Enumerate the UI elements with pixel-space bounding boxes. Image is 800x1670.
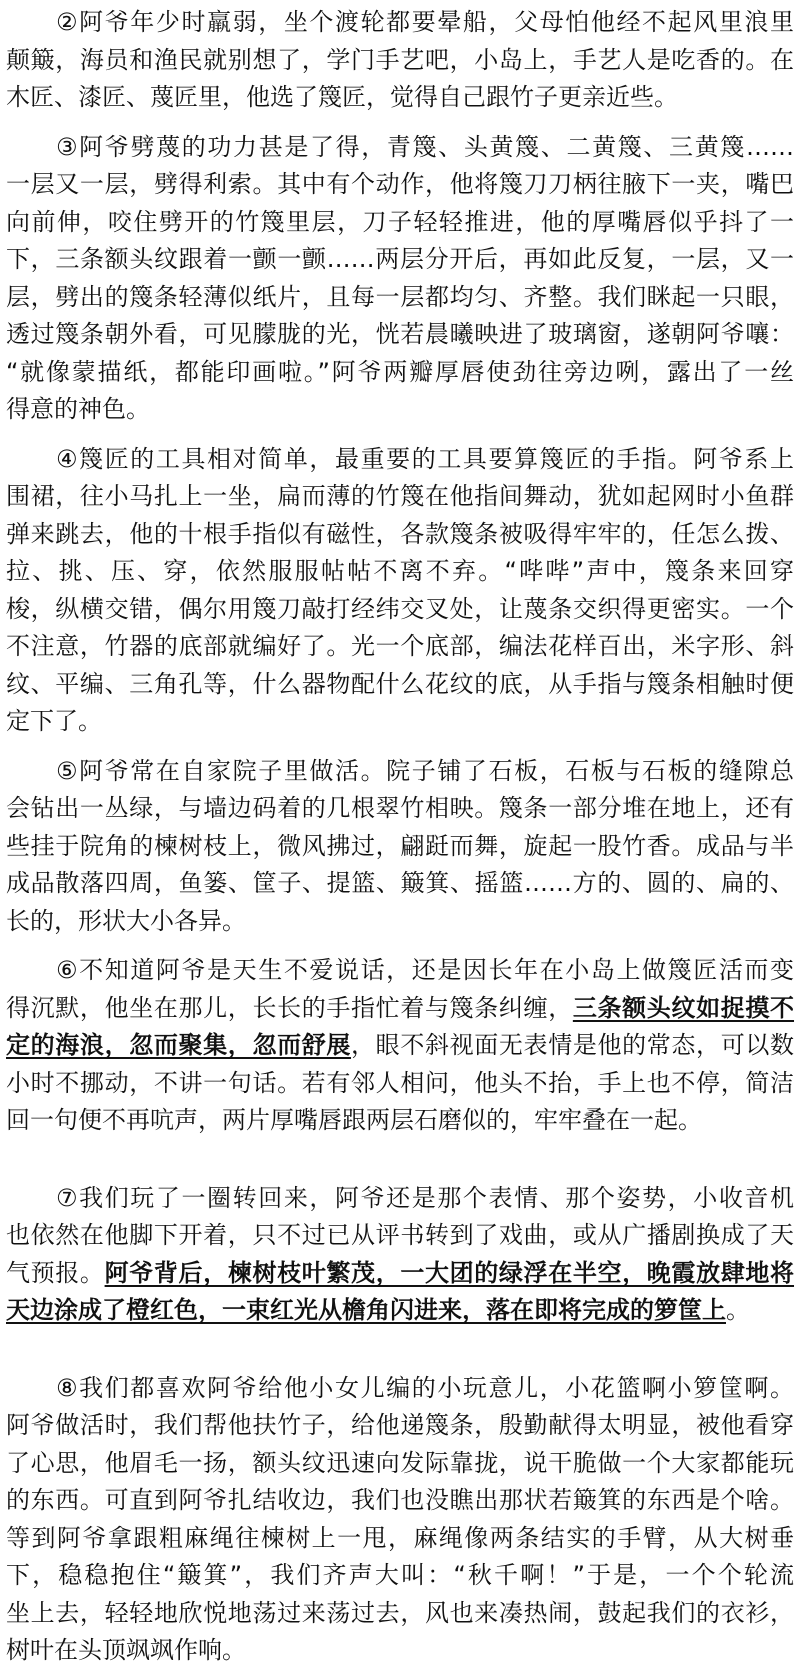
text-segment: 拉、挑、压、穿，依然服服帖帖不离不弃。“哔哔”声中，篾条来回穿	[6, 557, 794, 585]
text-line	[6, 1632, 794, 1670]
text-line	[6, 828, 794, 866]
text-line	[6, 516, 794, 554]
text-segment: 了心思，他眉毛一扬，额头纹迅速向发际靠拢，说干脆做一个大家都能玩	[6, 1448, 794, 1477]
text-line	[6, 166, 794, 204]
text-segment: 围裙，往小马扎上一坐，扁而薄的竹篾在他指间舞动，犹如起网时小鱼群	[6, 482, 794, 510]
text-segment: 一层又一层，劈得利索。其中有个动作，他将篾刀刀柄往腋下一夹，嘴巴	[6, 170, 794, 198]
text-segment: 等到阿爷拿跟粗麻绳往楝树上一甩，麻绳像两条结实的手臂，从大树垂	[6, 1523, 794, 1552]
paragraph-5	[6, 753, 794, 941]
text-line	[6, 354, 794, 392]
text-segment: 成品散落四周，鱼篓、筐子、提篮、簸箕、摇篮……方的、圆的、扁的、	[6, 869, 794, 897]
text-line	[6, 42, 794, 80]
text-segment: 。	[726, 1296, 750, 1324]
text-segment: ⑥不知道阿爷是天生不爱说话，还是因长年在小岛上做篾匠活而变	[56, 956, 794, 984]
text-line	[6, 865, 794, 903]
text-line	[6, 553, 794, 591]
text-segment: ，眼不斜视面无表情是他的常态，可以数	[351, 1031, 794, 1059]
text-line	[6, 279, 794, 317]
text-line	[6, 666, 794, 704]
paragraph-8	[6, 1370, 794, 1670]
underlined-sentence: 三条额头纹如捉摸不	[572, 993, 795, 1022]
paragraph-6	[6, 952, 794, 1140]
underlined-sentence: 天边涂成了橙红色，一束红光从檐角闪进来，落在即将完成的箩筐上	[6, 1296, 726, 1324]
text-line	[6, 1217, 794, 1255]
text-line	[6, 204, 794, 242]
text-segment: 弹来跳去，他的十根手指似有磁性，各款篾条被吸得牢牢的，任怎么拨、	[6, 519, 794, 548]
text-line	[6, 391, 794, 429]
text-line	[6, 1180, 794, 1218]
text-segment: 定下了。	[6, 707, 102, 735]
text-line	[6, 1027, 794, 1065]
paragraph-7	[6, 1180, 794, 1330]
text-line	[6, 1370, 794, 1408]
text-line	[6, 903, 794, 941]
text-segment: 小时不挪动，不讲一句话。若有邻人相问，他头不抬，手上也不停，简洁	[6, 1068, 794, 1097]
text-segment: 会钻出一丛绿，与墙边码着的几根翠竹相映。篾条一部分堆在地上，还有	[6, 794, 794, 822]
text-line	[6, 4, 794, 42]
text-line	[6, 952, 794, 990]
underlined-sentence: 定的海浪，忽而聚集，忽而舒展	[6, 1031, 352, 1059]
text-line	[6, 990, 794, 1028]
paragraph-3	[6, 129, 794, 429]
text-line	[6, 1292, 794, 1330]
text-line	[6, 703, 794, 741]
text-segment: ④篾匠的工具相对简单，最重要的工具要算篾匠的手指。阿爷系上	[56, 444, 794, 473]
text-line	[6, 1065, 794, 1103]
text-segment: 回一句便不再吭声，两片厚嘴唇跟两层石磨似的，牢牢叠在一起。	[6, 1106, 702, 1134]
text-line	[6, 1445, 794, 1483]
text-segment: 阿爷做活时，我们帮他扶竹子，给他递篾条，殷勤献得太明显，被他看穿	[6, 1411, 794, 1439]
text-line	[6, 1407, 794, 1445]
text-segment: 得意的神色。	[6, 395, 150, 423]
text-segment: 的东西。可直到阿爷扎结收边，我们也没瞧出那状若簸箕的东西是个啥。	[6, 1486, 794, 1514]
text-segment: ③阿爷劈蔑的功力甚是了得，青篾、头黄篾、二黄篾、三黄篾……	[56, 132, 794, 161]
paragraph-4	[6, 441, 794, 741]
text-segment: 坐上去，轻轻地欣悦地荡过来荡过去，风也来凑热闹，鼓起我们的衣衫，	[6, 1598, 794, 1627]
text-segment: 下，三条额头纹跟着一颤一颤……两层分开后，再如此反复，一层，又一	[6, 245, 794, 273]
text-line	[6, 316, 794, 354]
text-line	[6, 1255, 794, 1293]
text-segment: 透过篾条朝外看，可见朦胧的光，恍若晨曦映进了玻璃窗，遂朝阿爷嚷：	[6, 320, 794, 348]
text-line	[6, 79, 794, 117]
text-line	[6, 753, 794, 791]
text-segment: ⑦我们玩了一圈转回来，阿爷还是那个表情、那个姿势，小收音机	[56, 1183, 794, 1212]
text-line	[6, 478, 794, 516]
text-line	[6, 591, 794, 629]
text-line	[6, 441, 794, 479]
text-line	[6, 1520, 794, 1558]
text-segment: “就像蒙描纸，都能印画啦。”阿爷两瓣厚唇使劲往旁边咧，露出了一丝	[6, 357, 794, 386]
text-segment: 纹、平编、三角孔等，什么器物配什么花纹的底，从手指与篾条相触时便	[6, 669, 794, 698]
text-segment: ②阿爷年少时羸弱，坐个渡轮都要晕船，父母怕他经不起风里浪里	[56, 8, 794, 36]
text-segment: 得沉默，他坐在那儿，长长的手指忙着与篾条纠缠，	[6, 993, 573, 1022]
text-segment: 气预报。	[6, 1258, 105, 1287]
text-segment: ⑧我们都喜欢阿爷给他小女儿编的小玩意儿，小花篮啊小箩筐啊。	[56, 1373, 794, 1402]
text-segment: 些挂于院角的楝树枝上，微风拂过，翩跹而舞，旋起一股竹香。成品与半	[6, 831, 794, 860]
text-line	[6, 129, 794, 167]
text-segment: 木匠、漆匠、蔑匠里，他选了篾匠，觉得自己跟竹子更亲近些。	[6, 83, 678, 111]
text-line	[6, 1102, 794, 1140]
paragraph-2	[6, 4, 794, 117]
text-line	[6, 628, 794, 666]
text-segment: 向前伸，咬住劈开的竹篾里层，刀子轻轻推进，他的厚嘴唇似乎抖了一	[6, 207, 794, 236]
text-segment: 长的，形状大小各异。	[6, 906, 246, 935]
text-segment: 不注意，竹器的底部就编好了。光一个底部，编法花样百出，米字形、斜	[6, 632, 794, 660]
text-segment: 层，劈出的篾条轻薄似纸片，且每一层都均匀、齐整。我们眯起一只眼，	[6, 282, 794, 311]
underlined-sentence: 阿爷背后，楝树枝叶繁茂，一大团的绿浮在半空，晚霞放肆地将	[104, 1258, 795, 1287]
text-line	[6, 790, 794, 828]
text-segment: 下，稳稳抱住“簸箕”，我们齐声大叫：“秋千啊！”于是，一个个轮流	[6, 1561, 794, 1589]
text-line	[6, 1595, 794, 1633]
text-segment: 也依然在他脚下开着，只不过已从评书转到了戏曲，或从广播剧换成了天	[6, 1221, 794, 1249]
text-line	[6, 241, 794, 279]
text-segment: ⑤阿爷常在自家院子里做活。院子铺了石板，石板与石板的缝隙总	[56, 756, 794, 785]
text-line	[6, 1482, 794, 1520]
text-segment: 树叶在头顶飒飒作响。	[6, 1636, 246, 1664]
text-segment: 梭，纵横交错，偶尔用篾刀敲打经纬交叉处，让蔑条交织得更密实。一个	[6, 594, 794, 623]
text-segment: 颠簸，海员和渔民就别想了，学门手艺吧，小岛上，手艺人是吃香的。在	[6, 45, 794, 74]
text-line	[6, 1557, 794, 1595]
